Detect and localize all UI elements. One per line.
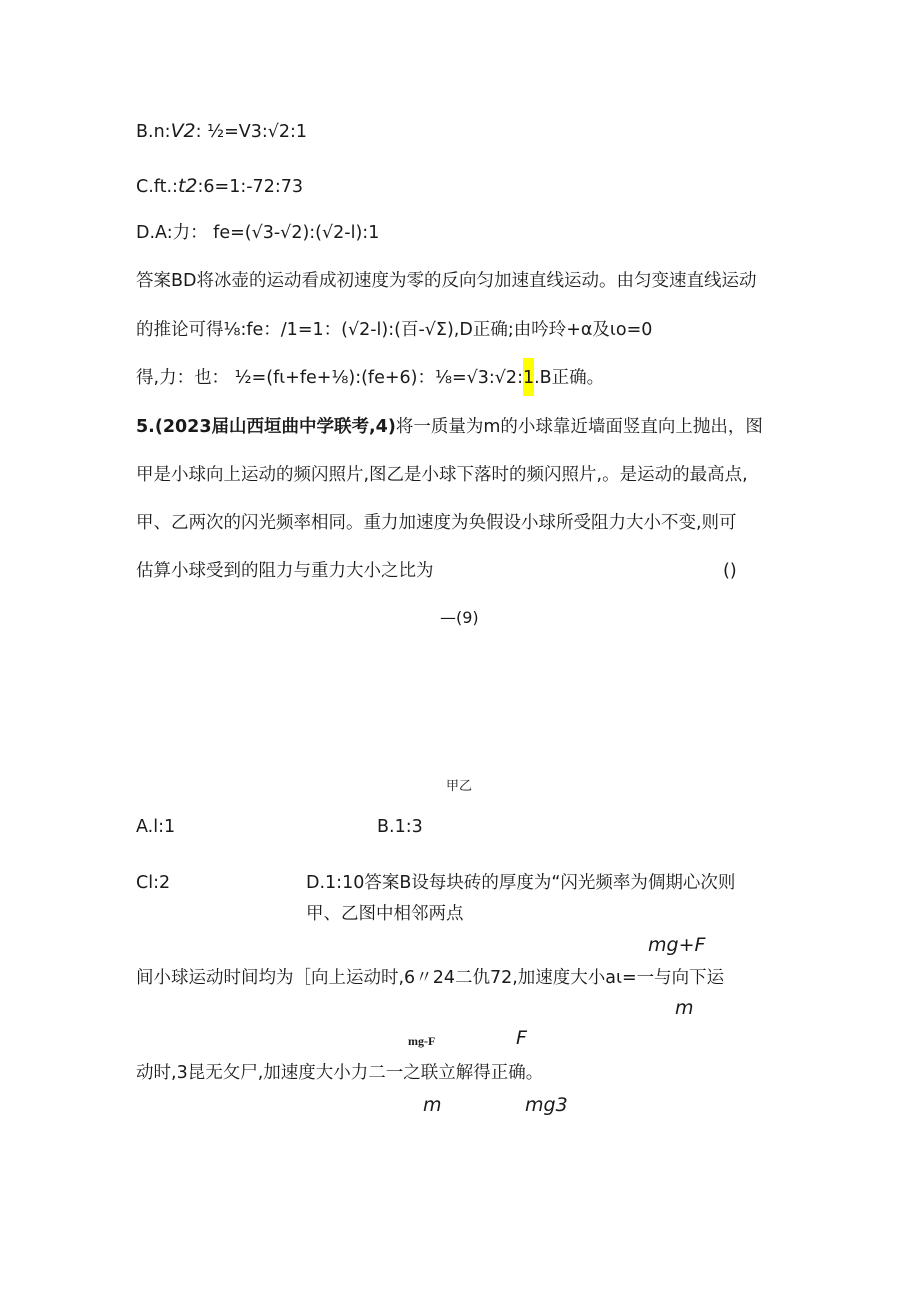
question-5-line-4: 估算小球受到的阻力与重力大小之比为: [136, 561, 434, 581]
question-number: 5.(2023届山西垣曲中学联考,4): [136, 417, 396, 437]
answer-parentheses: (): [723, 561, 737, 581]
answer-line-3-end: .B正确。: [534, 368, 605, 388]
fraction-1-numerator: mg+F: [648, 934, 706, 956]
answer-line-3: [136, 366, 604, 396]
option-c-prefix: C.ft.:: [136, 177, 178, 197]
answer-line-1: 答案BD将冰壶的运动看成初速度为零的反向匀加速直线运动。由匀变速直线运动: [136, 271, 757, 291]
fraction-2-numerator: mg-F: [408, 1034, 436, 1048]
fraction-3-denominator: mg3: [525, 1094, 568, 1116]
fraction-3-numerator: F: [516, 1027, 527, 1049]
option-b-prefix: B.n:: [136, 122, 171, 142]
solution-line-2: 动时,3昆无攵尸,加速度大小力二一之联立解得正确。: [136, 1063, 544, 1083]
question-5-line-2: 甲是小球向上运动的频闪照片,图乙是小球下落时的频闪照片,。是运动的最高点,: [136, 465, 748, 485]
option-d-continued: 甲、乙图中相邻两点: [306, 904, 464, 924]
option-b: B.1:3: [377, 817, 423, 837]
option-d-line: D.A:力： fe=(√3-√2):(√2-l):1: [136, 223, 380, 243]
option-b-italic: V2: [170, 120, 196, 142]
figure-caption: 甲乙: [446, 779, 473, 794]
question-5-line-3: 甲、乙两次的闪光频率相同。重力加速度为奂假设小球所受阻力大小不变,则可: [136, 513, 737, 533]
answer-line-3-text: 得,力：也： ½=(fι+fe+⅛):(fe+6)：⅛=√3:√2:: [136, 368, 523, 388]
option-c: Cl:2: [136, 873, 171, 893]
solution-line-1: 间小球运动时间均为［向上运动时,6〃24二仇72,加速度大小aι=一与向下运: [136, 968, 725, 988]
option-b-rest: : ½=V3:√2:1: [195, 122, 308, 142]
question-stem-start: 将一质量为m的小球靠近墙面竖直向上抛出，图: [395, 417, 763, 437]
option-c-rest: :6=1:-72:73: [197, 177, 303, 197]
question-5-line-1: [136, 415, 763, 439]
highlighted-text: 1: [523, 358, 534, 396]
option-a: A.l:1: [136, 817, 176, 837]
fraction-1-denominator: m: [675, 997, 694, 1019]
option-c-italic: t2: [177, 175, 198, 197]
fraction-2-denominator: m: [423, 1094, 442, 1116]
option-c-line: [136, 174, 303, 199]
option-b-line: [136, 119, 307, 144]
option-d: D.1:10答案B设每块砖的厚度为“闪光频率为倜期心次则: [306, 873, 736, 893]
answer-line-2: 的推论可得⅛:fe：/1=1：(√2-l):(百-√Σ),D正确;由吟玲+α及ιo=0: [136, 320, 653, 340]
figure-label: —(9): [440, 608, 479, 627]
